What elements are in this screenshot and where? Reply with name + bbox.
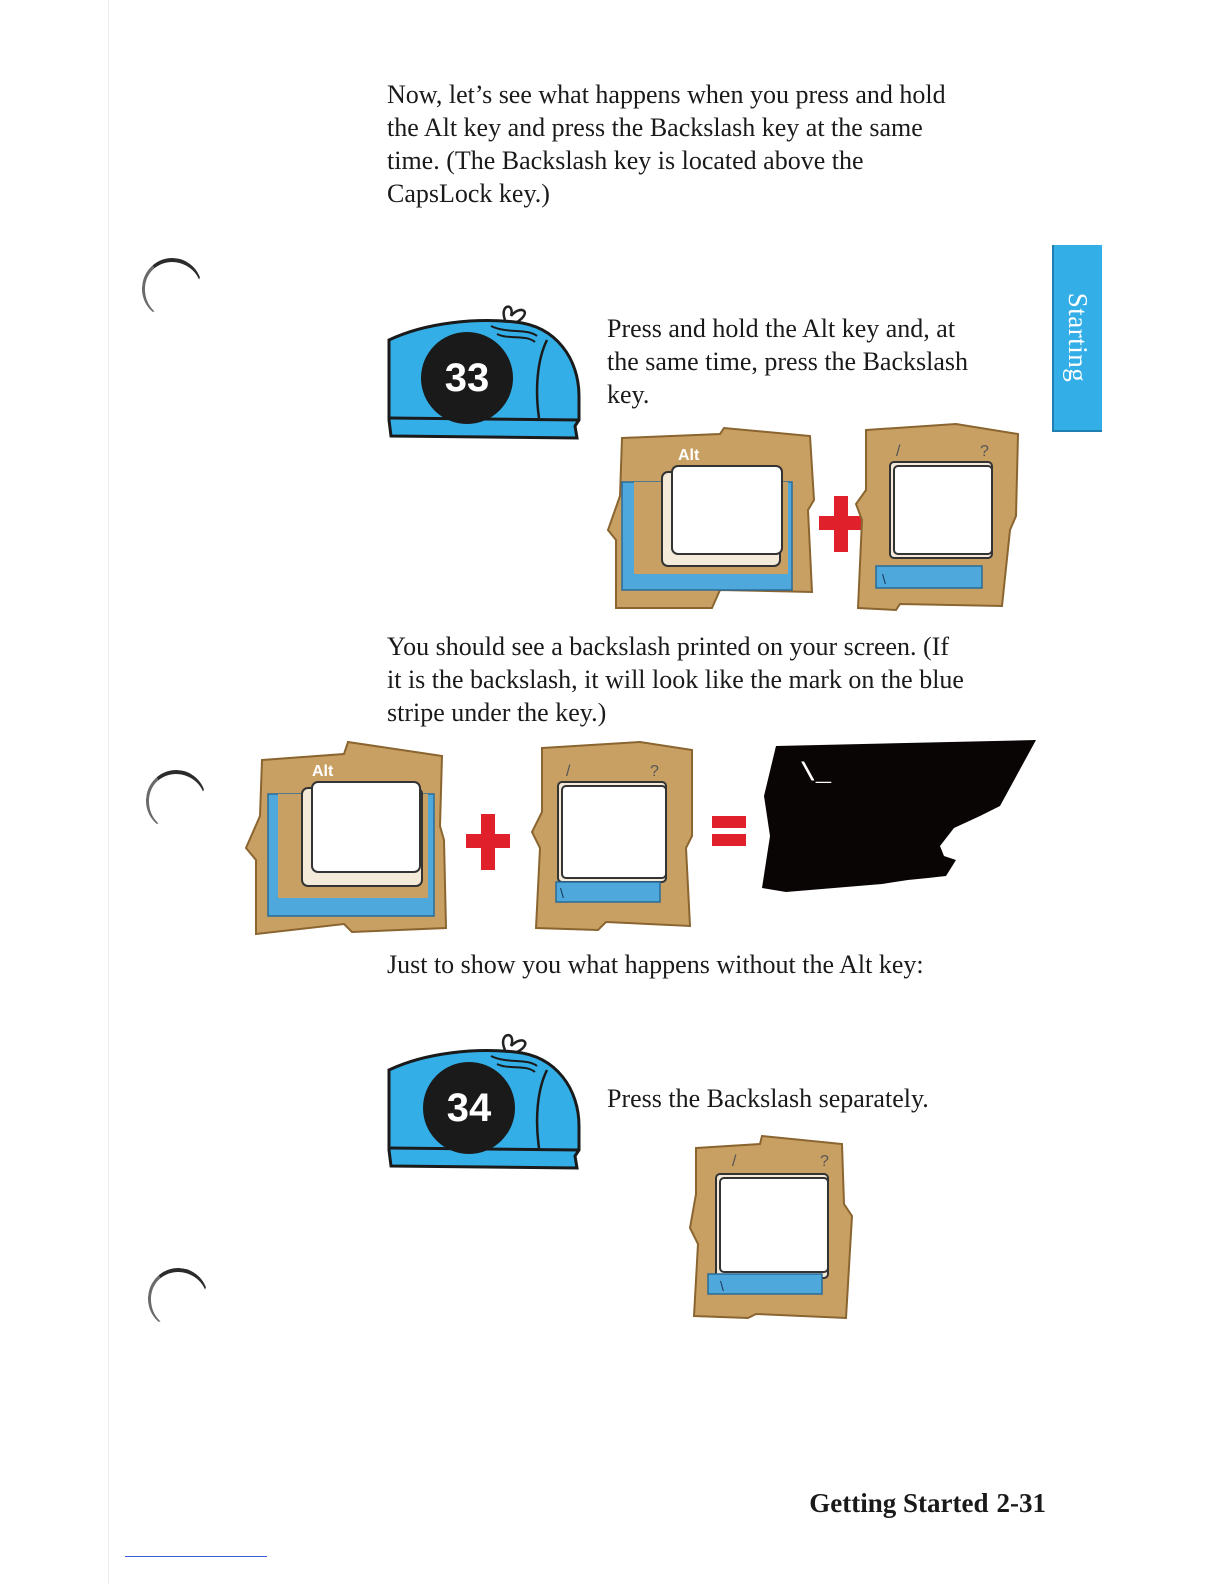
step-34-text: Press the Backslash separately. [607, 1084, 929, 1113]
footer-page-number: 2-31 [996, 1488, 1046, 1518]
alt-key-label: Alt [678, 447, 700, 464]
alt-key-label: Alt [312, 763, 334, 780]
backslash-stripe-label: \ [720, 1278, 724, 1294]
step-33-shoe-icon [387, 300, 583, 442]
alt-key-icon [608, 428, 814, 608]
question-key-label: ? [650, 763, 659, 780]
section-tab-label: Starting [1063, 292, 1093, 383]
step-33-line: Press and hold the Alt key and, at [607, 314, 956, 343]
backslash-key-icon [690, 1136, 852, 1318]
intro-line: CapsLock key.) [387, 179, 550, 208]
slash-key-label: / [566, 763, 571, 780]
backslash-key-figure [686, 1134, 862, 1320]
backslash-key-icon [532, 742, 692, 930]
page-footer [801, 1488, 1046, 1519]
binder-hole-bottom [144, 1264, 212, 1333]
alt-backslash-equals-screen-figure [240, 736, 1040, 938]
intro-line: the Alt key and press the Backslash key at the same [387, 113, 923, 142]
alt-plus-backslash-figure [600, 420, 1030, 616]
result-line: it is the backslash, it will look like the mark on the blue [387, 665, 964, 694]
screen-display [762, 740, 1036, 892]
step-33-line: key. [607, 380, 650, 409]
page-edge [108, 0, 109, 1584]
slash-key-label: / [732, 1153, 737, 1170]
intro-paragraph [387, 78, 1047, 210]
step-33-text [607, 312, 1047, 411]
slash-key-label: / [896, 443, 901, 460]
step-34-number: 34 [446, 1086, 492, 1130]
binder-hole-top [138, 254, 206, 323]
result-line: You should see a backslash printed on your screen. (If [387, 632, 950, 661]
step-34-shoe-icon [387, 1030, 583, 1172]
step-33-number: 33 [444, 356, 490, 400]
bottom-rule [125, 1556, 267, 1557]
plus-icon [466, 814, 510, 870]
backslash-key-icon [856, 424, 1018, 610]
result-paragraph [387, 630, 1052, 729]
backslash-stripe-label: \ [560, 885, 564, 901]
intro-line: Now, let’s see what happens when you press and hold [387, 80, 946, 109]
binder-hole-middle [142, 766, 210, 835]
step-33-line: the same time, press the Backslash [607, 347, 969, 376]
question-key-label: ? [820, 1153, 829, 1170]
section-tab [1052, 245, 1102, 432]
footer-section: Getting Started [809, 1488, 989, 1518]
alt-key-icon [246, 742, 446, 934]
backslash-stripe-label: \ [882, 571, 886, 587]
equals-icon [712, 816, 746, 846]
screen-output-text: \_ [800, 758, 832, 788]
without-alt-text: Just to show you what happens without the Alt key: [387, 950, 924, 979]
result-line: stripe under the key.) [387, 698, 607, 727]
question-key-label: ? [980, 443, 989, 460]
intro-line: time. (The Backslash key is located above the [387, 146, 864, 175]
